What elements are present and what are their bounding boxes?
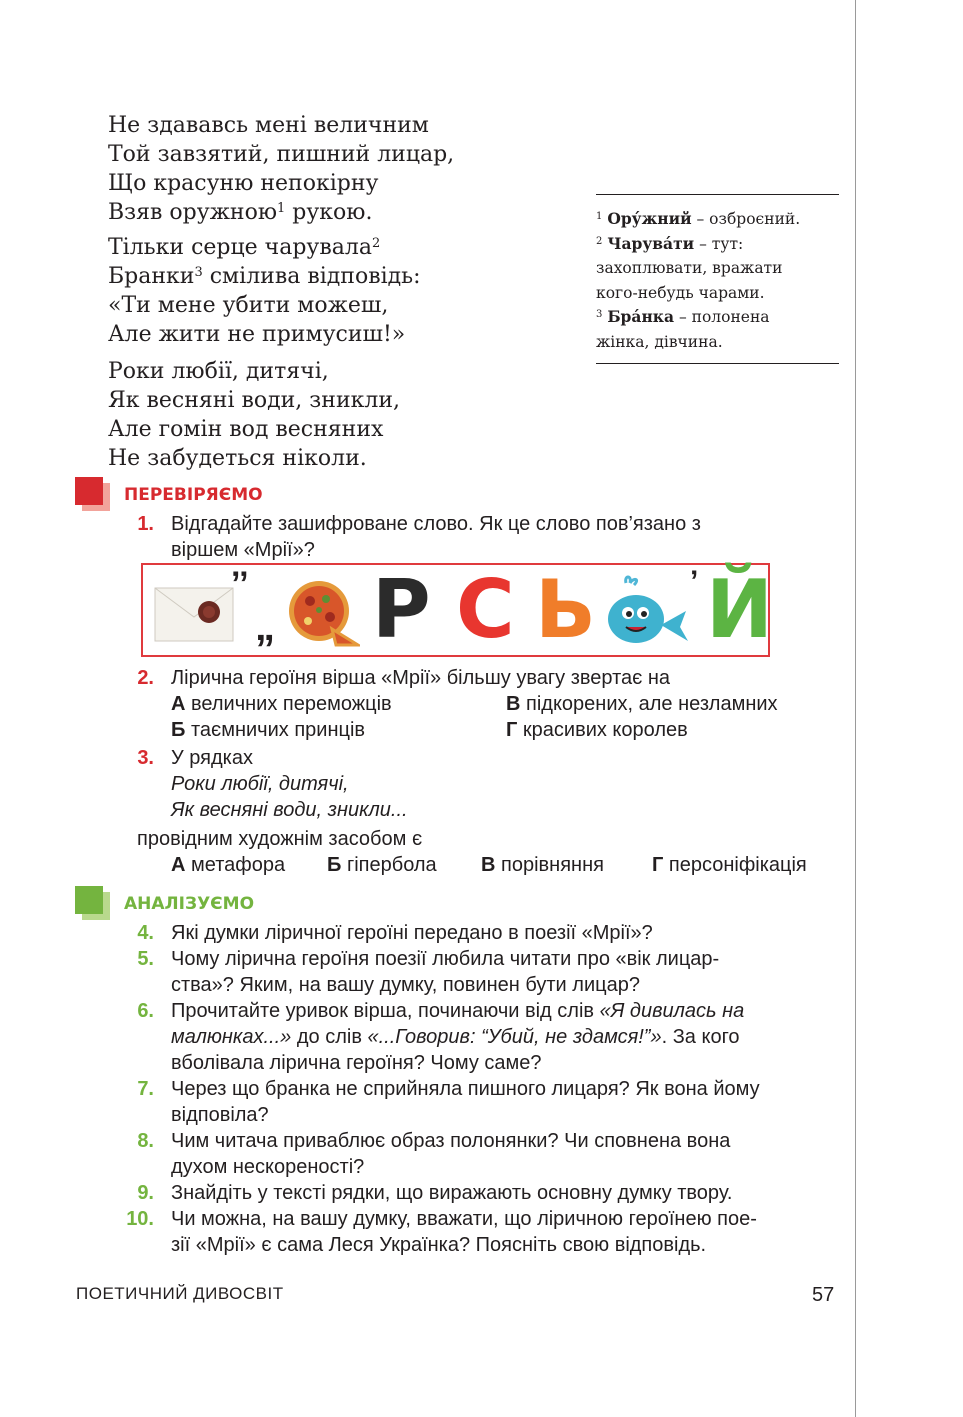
poem-line: Не здававсь мені величним: [108, 113, 429, 138]
poem-line: Тільки серце чарувала$^2$: [108, 235, 381, 260]
question-number: 4.: [137, 922, 154, 944]
poem-line: Що красуню непокірну: [108, 171, 379, 196]
footnote-ref: 2: [371, 236, 381, 251]
question-5-line-1: Чому лірична героїня поезії любила читати про «вік лицар-: [171, 948, 720, 970]
poem-line: Але жити не примусиш!»: [108, 322, 406, 347]
question-number: 8.: [137, 1130, 154, 1152]
poem-line: Але гомін вод весняних: [108, 417, 384, 442]
poem-stanza-2: [108, 233, 421, 349]
footnote: $^2$ Чарува́ти – тут:: [596, 233, 744, 253]
question-number: 2.: [137, 667, 154, 689]
section-title-analyze: АНАЛІЗУЄМО: [124, 894, 255, 914]
rebus-quote-bottom: „: [255, 605, 275, 649]
question-5-line-2: ства»? Яким, на вашу думку, повинен бути лицар?: [171, 974, 640, 996]
envelope-icon: [154, 587, 234, 642]
question-3-quote: Як весняні води, зникли...: [171, 799, 408, 821]
whale-icon: [606, 575, 690, 647]
question-number: 1.: [137, 513, 154, 535]
poem-line: «Ти мене убити можеш,: [108, 293, 389, 318]
question-number: 5.: [137, 948, 154, 970]
rebus-quote-top: ’’: [231, 565, 249, 603]
poem-stanza-1: [108, 111, 454, 227]
question-3-tail: провідним художнім засобом є: [137, 828, 423, 850]
section-marker: [75, 477, 103, 505]
answer-option: В підкорених, але незламних: [506, 693, 778, 715]
footnote: $^3$ Бра́нка – полонена: [596, 307, 770, 326]
question-1-line-2: віршем «Мрії»?: [171, 539, 315, 561]
section-title-check: ПЕРЕВІРЯЄМО: [124, 485, 263, 505]
question-3-quote: Роки любії, дитячі,: [171, 773, 349, 795]
answer-option: В порівняння: [481, 854, 604, 876]
footnote-cont: жінка, дівчина.: [596, 332, 723, 351]
question-6-line-1: Прочитайте уривок вірша, починаючи від слів «Я дивилась на: [171, 1000, 745, 1022]
poem-line: Бранки$^3$ смілива відповідь:: [108, 264, 421, 289]
page-number: 57: [812, 1284, 835, 1306]
footnote-ref: 1: [277, 201, 286, 216]
question-number: 6.: [137, 1000, 154, 1022]
question-10-line-2: зії «Мрії» є сама Леся Українка? Поясніть свою відповідь.: [171, 1234, 707, 1256]
pizza-icon: [286, 579, 360, 647]
question-7-line-1: Через що бранка не сприйняла пишного лицаря? Як вона йому: [171, 1078, 760, 1100]
question-10-line-1: Чи можна, на вашу думку, вважати, що ліричною героїнею пое-: [171, 1208, 757, 1230]
question-2-text: Лірична героїня вірша «Мрії» більшу увагу звертає на: [171, 667, 671, 689]
rebus-apostrophe: ’: [690, 565, 699, 598]
poem-line: Не забудеться ніколи.: [108, 446, 367, 471]
footnote-cont: захоплювати, вражати: [596, 259, 783, 277]
answer-option: Б таємничих принців: [171, 719, 366, 741]
running-footer: ПОЕТИЧНИЙ ДИВОСВІТ: [76, 1284, 284, 1303]
answer-option: А метафора: [171, 854, 286, 876]
question-9-text: Знайдіть у тексті рядки, що виражають основну думку твору.: [171, 1182, 733, 1204]
rebus-letter: Р: [372, 563, 431, 656]
poem-line: Взяв оружною$^1$ рукою.: [108, 200, 373, 225]
question-8-line-1: Чим читача приваблює образ полонянки? Чи сповнена вона: [171, 1130, 731, 1152]
rebus-letter: Ь: [535, 563, 596, 656]
footnote-ref: 3: [194, 265, 203, 280]
answer-option: Г красивих королев: [506, 719, 688, 741]
question-4-text: Які думки ліричної героїні передано в поезії «Мрії»?: [171, 922, 653, 944]
question-number: 3.: [137, 747, 154, 769]
answer-option: Г персоніфікація: [652, 854, 807, 876]
poem-stanza-3: [108, 357, 400, 473]
question-6-line-3: вболівала лірична героїня? Чому саме?: [171, 1052, 542, 1074]
section-marker: [75, 886, 103, 914]
rebus-letter: Й: [706, 563, 773, 656]
footnote-cont: кого-небудь чарами.: [596, 283, 765, 302]
answer-option: А величних переможців: [171, 693, 392, 715]
question-3-text: У рядках: [171, 747, 253, 769]
question-number: 9.: [137, 1182, 154, 1204]
poem-line: Той завзятий, пишний лицар,: [108, 142, 455, 167]
question-number: 7.: [137, 1078, 154, 1100]
rebus-letter: С: [456, 563, 515, 656]
answer-option: Б гіпербола: [327, 854, 437, 876]
question-7-line-2: відповіла?: [171, 1104, 269, 1126]
footnote: $^1$ Ору́жний – озброєний.: [596, 209, 801, 228]
question-number: 10.: [126, 1208, 154, 1230]
rebus-puzzle: [141, 563, 773, 657]
footnotes: [596, 195, 839, 354]
question-8-line-2: духом нескореності?: [171, 1156, 365, 1178]
page-edge-line: [855, 0, 856, 1417]
question-6-line-2: малюнках...» до слів «...Говорив: “Убий, не здамся!”». За кого: [171, 1026, 740, 1048]
question-1-line-1: Відгадайте зашифроване слово. Як це слово пов’язано з: [171, 513, 701, 535]
poem-line: Роки любії, дитячі,: [108, 359, 329, 384]
footnotes-box: [596, 194, 839, 364]
poem-line: Як весняні води, зникли,: [108, 388, 401, 413]
